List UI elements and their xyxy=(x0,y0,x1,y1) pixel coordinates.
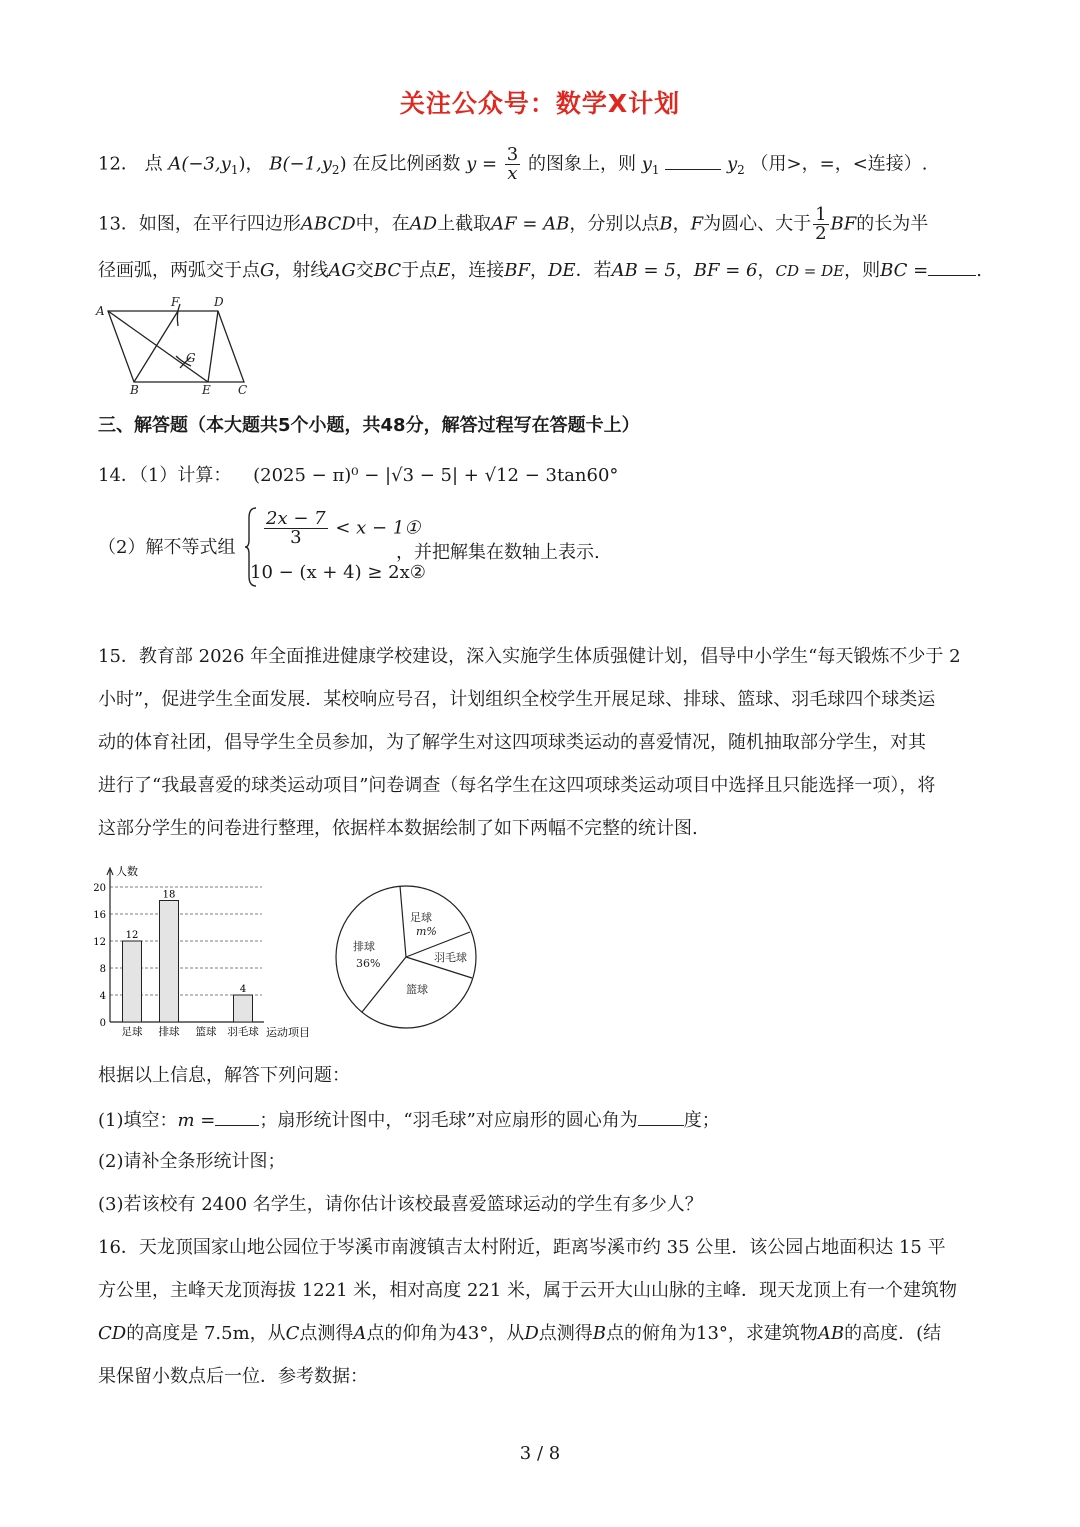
y-tick-label: 16 xyxy=(93,910,106,921)
pie-pct-football: m% xyxy=(416,925,437,938)
bar xyxy=(123,941,142,1022)
q14-part2-label: （2）解不等式组 xyxy=(98,537,236,558)
q13-t11: 于点 xyxy=(401,260,438,281)
ineq1-denominator: 3 xyxy=(290,527,302,548)
q12-y2: y xyxy=(726,153,738,175)
q12-sub-1: 1 xyxy=(230,163,239,178)
parallelogram-figure xyxy=(92,294,262,398)
q12-text-d: （用>，=，<连接）. xyxy=(750,153,928,175)
ineq1-numerator: 2x − 7 xyxy=(266,508,326,529)
ineq1-fraction xyxy=(264,510,328,547)
bar-value-label: 12 xyxy=(125,930,139,941)
q15-sub-2: (2)请补全条形统计图； xyxy=(98,1151,286,1172)
bar-value-label: 4 xyxy=(239,984,247,995)
q13-t12: ，连接 xyxy=(450,260,505,281)
label-a: A xyxy=(96,304,105,318)
q16-c: C xyxy=(285,1323,300,1344)
q13-t2: 中，在 xyxy=(355,213,410,235)
q15-angle-blank[interactable] xyxy=(638,1107,684,1126)
bar xyxy=(160,901,179,1023)
q13-ad: AD xyxy=(409,213,438,235)
x-category-label: 篮球 xyxy=(195,1026,217,1038)
bar-chart-ylabel: 人数 xyxy=(116,865,138,878)
q12-answer-blank[interactable] xyxy=(665,151,721,170)
q12-text-c: 的图象上，则 xyxy=(527,153,636,175)
q12-number: 12． xyxy=(98,153,139,175)
q13-t18: . xyxy=(976,260,982,281)
label-d: D xyxy=(214,295,224,309)
q12-y1: y xyxy=(641,153,652,175)
q13-t5: ， xyxy=(672,213,691,235)
q16-d: D xyxy=(524,1323,539,1344)
q14-part2-tail: ，并把解集在数轴上表示. xyxy=(396,542,600,563)
q12-func: y = xyxy=(466,153,498,175)
q13-b: B xyxy=(659,213,673,235)
q16-cd: CD xyxy=(98,1323,127,1344)
y-tick-label: 20 xyxy=(93,883,106,894)
question-14-part-2 xyxy=(98,536,235,560)
segment-bf xyxy=(134,311,178,382)
q13-cdde: CD = DE xyxy=(775,262,845,280)
q13-t9: ，射线 xyxy=(274,260,329,281)
q13-t14: ．若 xyxy=(575,260,612,281)
q13-t1: 13．如图，在平行四边形 xyxy=(98,213,301,235)
bar-chart-xlabel: 运动项目 xyxy=(266,1026,310,1039)
q13-bf: BF xyxy=(830,213,857,235)
q13-half-den: 2 xyxy=(815,223,827,244)
page-number: 3 / 8 xyxy=(519,1443,561,1464)
q16-b: B xyxy=(592,1323,606,1344)
q15-sub1-c: 度； xyxy=(683,1110,720,1131)
q15-line-3: 动的体育社团，倡导学生全员参加，为了解学生对这四项球类运动的喜爱情况，随机抽取部分学生，对其 xyxy=(98,732,926,753)
q13-bceq: BC = xyxy=(880,260,929,281)
parallelogram-abcd xyxy=(108,311,244,382)
segment-de xyxy=(208,311,218,382)
q16-t4: 点测得 xyxy=(538,1323,593,1344)
q12-close-2: ) xyxy=(339,153,347,175)
pie-label-badminton: 羽毛球 xyxy=(434,951,467,964)
y-tick-label: 12 xyxy=(93,937,106,948)
bar xyxy=(234,995,253,1022)
x-category-label: 排球 xyxy=(158,1026,180,1038)
q15-line-4: 进行了“我最喜爱的球类运动项目”问卷调查（每名学生在这四项球类运动项目中选择且只能选择一项），将 xyxy=(98,775,936,796)
bar-chart xyxy=(88,860,328,1045)
q13-t4: ，分别以点 xyxy=(569,213,660,235)
q13-half-num: 1 xyxy=(815,204,827,225)
q13-t6: 为圆心、大于 xyxy=(703,213,812,235)
inequality-2: 10 − (x + 4) ≥ 2x② xyxy=(250,562,426,583)
q16-t1: 的高度是 7.5m，从 xyxy=(126,1323,286,1344)
q13-t3: 上截取 xyxy=(437,213,492,235)
q15-sub1-b: ；扇形统计图中，“羽毛球”对应扇形的圆心角为 xyxy=(259,1110,638,1131)
label-e: E xyxy=(202,383,211,397)
q13-half-fraction xyxy=(813,206,828,243)
q15-line-1: 15．教育部 2026 年全面推进健康学校建设，深入实施学生体质强健计划，倡导中小学生“每天锻炼不少于 2 xyxy=(98,646,961,667)
pie-label-basketball: 篮球 xyxy=(406,983,428,996)
pie-divider-1 xyxy=(400,886,406,957)
q13-g: G xyxy=(260,260,275,281)
q13-bc: BC xyxy=(373,260,402,281)
q12-text-a: 点 xyxy=(144,153,163,175)
q16-ab: AB xyxy=(817,1323,845,1344)
q13-t17: ，则 xyxy=(844,260,881,281)
q13-ag: AG xyxy=(328,260,356,281)
q16-t2: 点测得 xyxy=(299,1323,354,1344)
pie-label-volleyball: 排球 xyxy=(353,940,375,953)
q13-e: E xyxy=(437,260,451,281)
label-f: F xyxy=(171,295,180,309)
q15-m-blank[interactable] xyxy=(215,1107,259,1126)
y-tick-label: 4 xyxy=(99,991,106,1002)
q13-f: F xyxy=(690,213,704,235)
bar-value-label: 18 xyxy=(162,889,176,901)
header-banner: 关注公众号：数学X计划 xyxy=(399,89,681,118)
q12-close-1: )， xyxy=(238,153,264,175)
question-13-line-2 xyxy=(98,257,982,283)
q15-sub-3: (3)若该校有 2400 名学生，请你估计该校最喜爱篮球运动的学生有多少人？ xyxy=(98,1194,703,1215)
q16-t6: 的高度．(结 xyxy=(844,1323,942,1344)
question-13-line-1 xyxy=(98,206,928,243)
ineq1-rest: < x − 1① xyxy=(335,517,421,539)
x-category-label: 足球 xyxy=(121,1026,143,1038)
q13-t7: 的长为半 xyxy=(856,213,929,235)
pie-pct-volleyball: 36% xyxy=(356,957,381,970)
q16-line-3 xyxy=(98,1322,941,1346)
question-12: 12． 点 $A(-3,y_1)$， $B(-1,y_2)$ 在反比例函数 y = $\frac{3}{x}$ 的图象上，则 $y_1$ $y_2$ （用>，=，<连接）. xyxy=(98,144,928,184)
q12-point-b: B(−1,y xyxy=(269,153,332,175)
pie-chart xyxy=(328,860,488,1035)
q13-ab5: AB = 5 xyxy=(611,260,676,281)
q16-line-2: 方公里，主峰天龙顶海拔 1221 米，相对高度 221 米，属于云开大山山脉的主峰．现天龙顶上有一个建筑物 xyxy=(98,1280,958,1301)
q12-frac-den: x xyxy=(507,163,518,184)
q13-t8: 径画弧，两弧交于点 xyxy=(98,260,260,281)
q15-line-5: 这部分学生的问卷进行整理，依据样本数据绘制了如下两幅不完整的统计图. xyxy=(98,818,698,839)
q13-bf6: BF = 6 xyxy=(693,260,758,281)
q15-instructions: 根据以上信息，解答下列问题： xyxy=(98,1065,350,1086)
q13-t13: ， xyxy=(529,260,548,281)
q15-sub-1 xyxy=(98,1107,720,1133)
label-b: B xyxy=(130,383,139,397)
q15-sub1-a: (1)填空： xyxy=(98,1110,178,1131)
q15-line-2: 小时”，促进学生全面发展．某校响应号召，计划组织全校学生开展足球、排球、篮球、羽毛球四个球类运 xyxy=(98,689,936,710)
q12-sub-2: 2 xyxy=(331,163,340,178)
q12-text-b: 在反比例函数 xyxy=(352,153,461,175)
x-category-label: 羽毛球 xyxy=(227,1026,259,1038)
q13-answer-blank[interactable] xyxy=(928,257,976,276)
y-tick-label: 8 xyxy=(99,964,106,975)
q13-abcd: ABCD xyxy=(300,213,356,235)
q13-afab: AF = AB xyxy=(491,213,570,235)
q14-part1-expression: (2025 − π)⁰ − |√3 − 5| + √12 − 3tan60° xyxy=(253,465,619,486)
label-g: G xyxy=(186,351,196,365)
section-3-heading: 三、解答题（本大题共5个小题，共48分，解答过程写在答题卡上） xyxy=(98,415,640,436)
q16-line-1: 16．天龙顶国家山地公园位于岑溪市南渡镇吉太村附近，距离岑溪市约 35 公里．该公园占地面积达 15 平 xyxy=(98,1237,946,1258)
q16-t3: 点的仰角为43°，从 xyxy=(366,1323,525,1344)
q13-bf2: BF xyxy=(504,260,530,281)
q16-line-4: 果保留小数点后一位．参考数据： xyxy=(98,1366,368,1387)
q16-a: A xyxy=(353,1323,367,1344)
q12-point-a: A(−3,y xyxy=(168,153,231,175)
y-tick-label: 0 xyxy=(99,1018,106,1029)
q12-frac-num: 3 xyxy=(506,144,519,165)
q13-t10: 交 xyxy=(355,260,374,281)
q16-t5: 点的俯角为13°，求建筑物 xyxy=(606,1323,818,1344)
q13-t16: ， xyxy=(757,260,776,281)
q13-de: DE xyxy=(547,260,576,281)
pie-label-football: 足球 xyxy=(410,911,432,924)
label-c: C xyxy=(238,383,248,397)
q13-t15: ， xyxy=(675,260,694,281)
q14-part1-label: 14．（1）计算： xyxy=(98,465,232,486)
q15-sub1-m: m = xyxy=(177,1110,216,1131)
question-14-part-1 xyxy=(98,464,618,488)
q12-fraction xyxy=(505,146,520,183)
ray-ag xyxy=(108,311,208,382)
